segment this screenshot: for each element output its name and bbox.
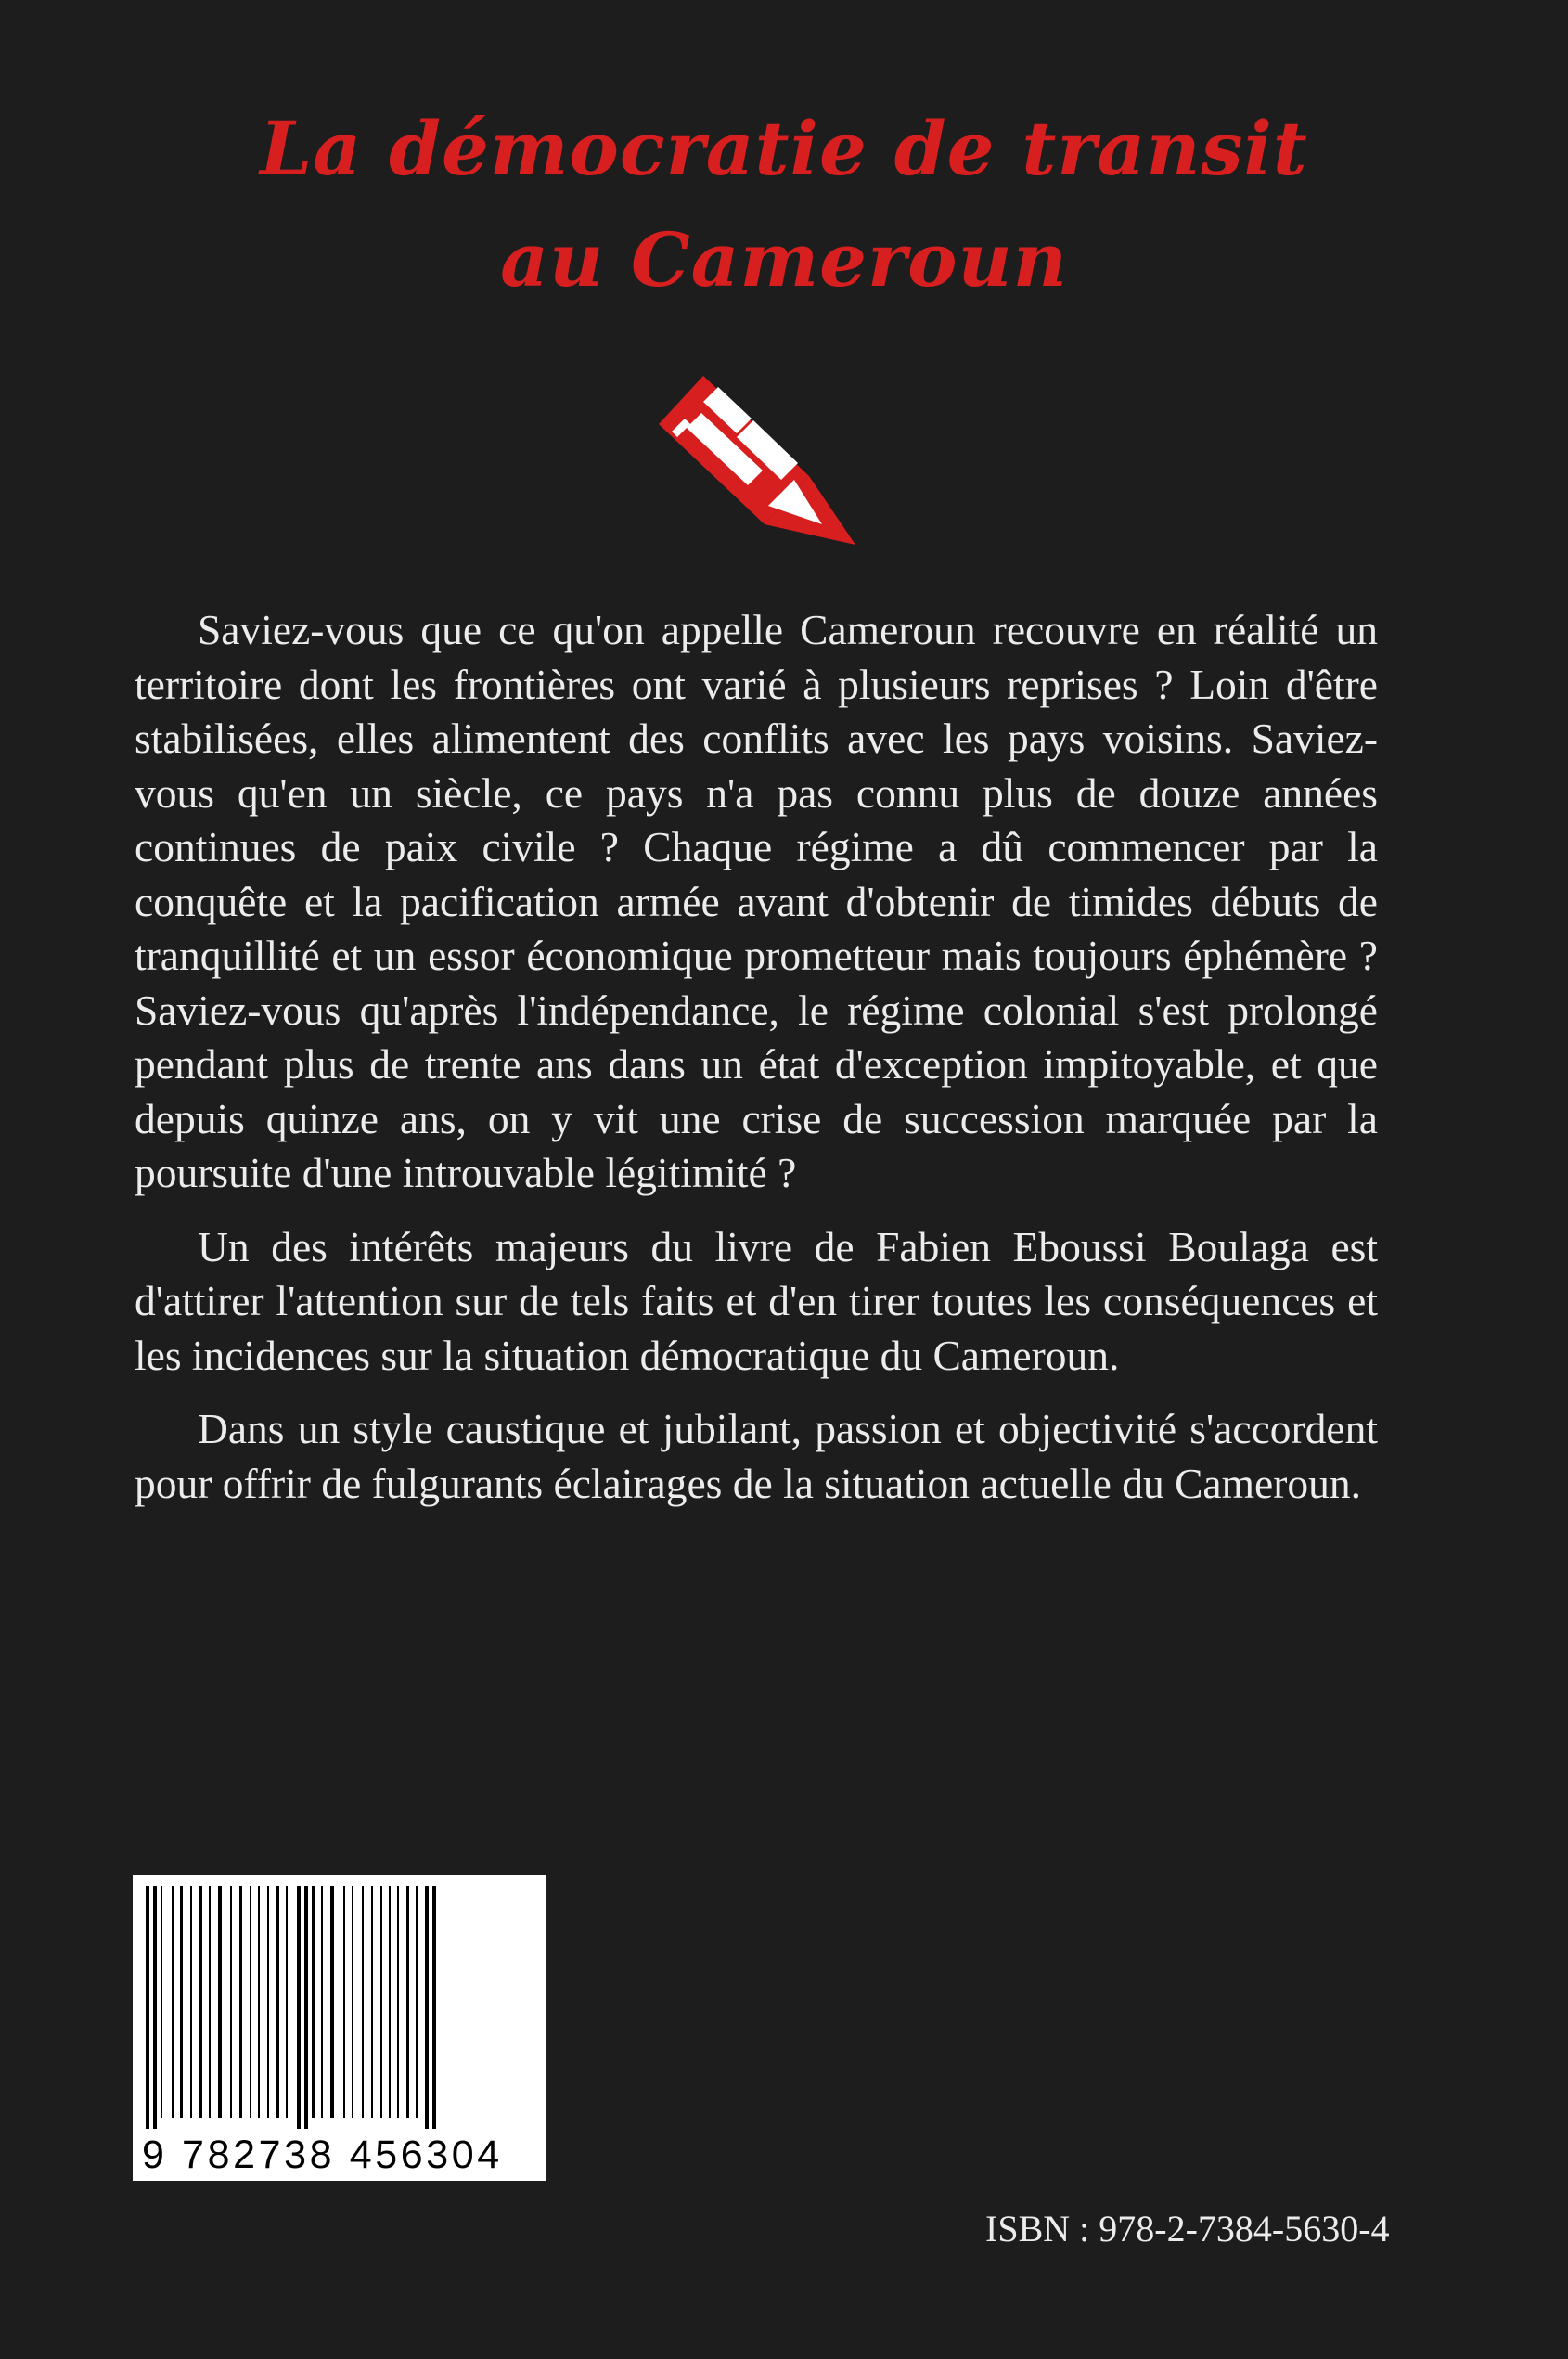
book-title [0,93,1568,316]
pencil-icon [649,367,863,552]
blurb-paragraph-1: Saviez-vous que ce qu'on appelle Cameroun recouvre en réalité un territoire dont les frontières ont varié à plusieurs reprises ? Loin d'être stabilisées, elles alimentent des conflits avec les pays voisins. Saviez-vous qu'en un siècle, ce pays n'a pas connu plus de douze années continues de paix civile ? Chaque régime a dû commencer par la conquête et la pacification armée avant d'obtenir de timides débuts de tranquillité et un essor économique prometteur mais toujours éphémère ? Saviez-vous qu'après l'indépendance, le régime colonial s'est prolongé pendant plus de trente ans dans un état d'exception impitoyable, et que depuis quinze ans, on y vit une crise de succession marquée par la poursuite d'une introuvable légitimité ? [135,606,1378,1196]
blurb-paragraph-3: Dans un style caustique et jubilant, passion et objectivité s'accordent pour offrir de fulgurants éclairages de la situation actuelle du Cameroun. [135,1405,1378,1507]
back-cover-blurb [135,603,1378,1530]
blurb-paragraph-2: Un des intérêts majeurs du livre de Fabien Eboussi Boulaga est d'attirer l'attention sur de tels faits et d'en tirer toutes les conséquences et les incidences sur la situation démocratique du Cameroun. [135,1222,1378,1379]
barcode-digits: 9 782738 456304 [142,2133,503,2177]
isbn-label: ISBN : 978-2-7384-5630-4 [985,2208,1390,2249]
barcode-bars [133,1875,546,2134]
book-title-line-2: au Cameroun [500,216,1068,303]
barcode [133,1875,546,2181]
book-title-line-1: La démocratie de transit [260,105,1308,192]
